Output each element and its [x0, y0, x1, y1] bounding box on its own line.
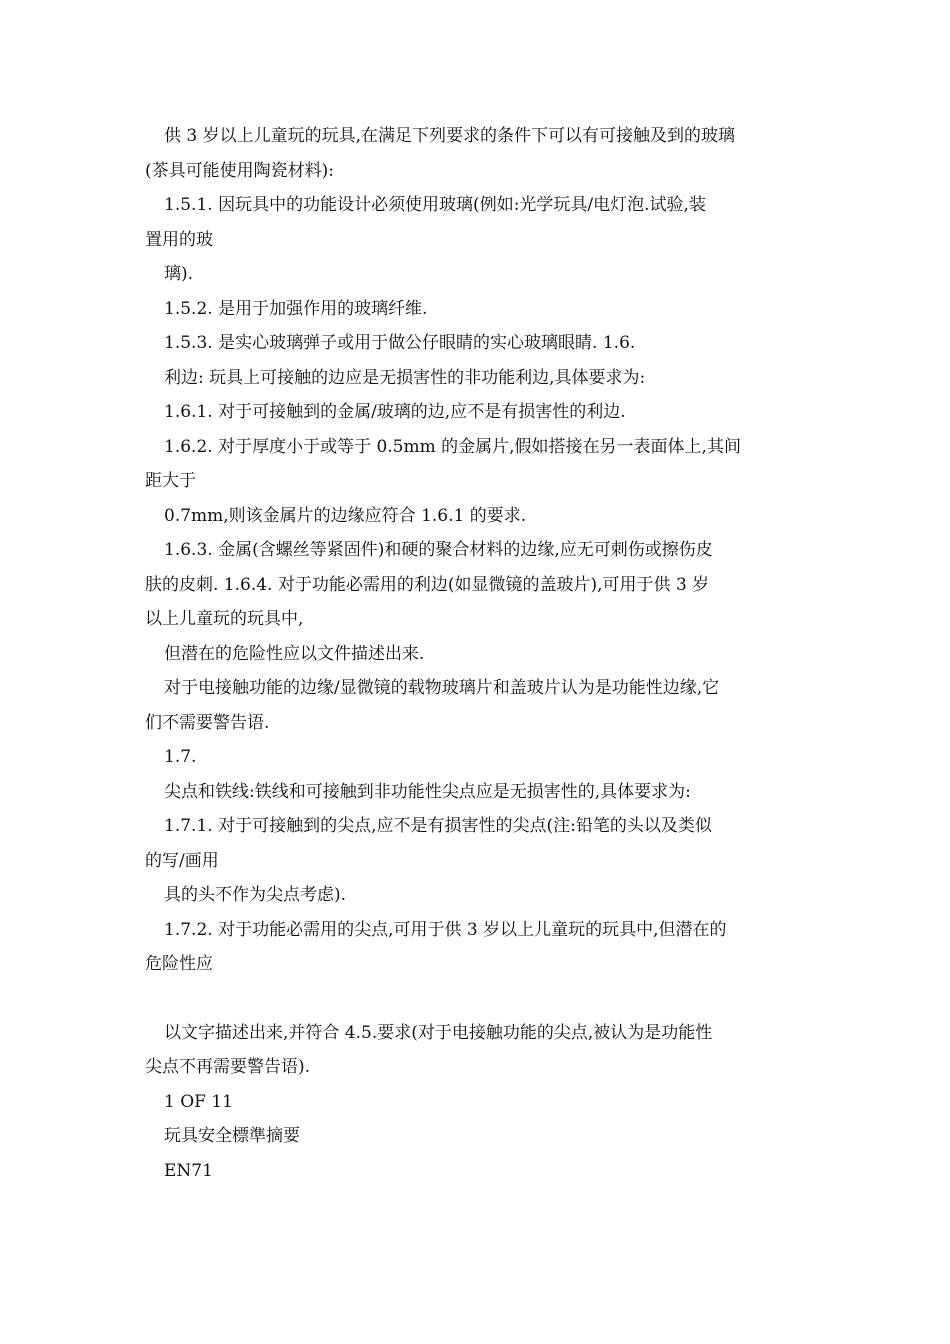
clause-1-7-2-cont: 危险性应	[145, 954, 213, 974]
clause-1-6-4-cont: 以上儿童玩的玩具中,	[145, 609, 304, 629]
clause-1-7-2: 1.7.2. 对于功能必需用的尖点,可用于供 3 岁以上儿童玩的玩具中,但潜在的	[164, 919, 727, 940]
clause-1-6-sharp-edges: 利边: 玩具上可接触的边应是无损害性的非功能利边,具体要求为:	[164, 367, 646, 388]
paragraph-functional-edges-cont: 们不需要警告语.	[145, 712, 270, 733]
clause-1-6-3: 1.6.3. 金属(含螺丝等紧固件)和硬的聚合材料的边缘,应无可刺伤或擦伤皮	[164, 540, 713, 560]
page-number: 1 OF 11	[164, 1091, 233, 1112]
paragraph-glass-intro: 供 3 岁以上儿童玩的玩具,在满足下列要求的条件下可以有可接触及到的玻璃	[164, 126, 736, 146]
clause-1-6-2-cont: 距大于	[145, 471, 196, 491]
clause-1-7-2-end: 以文字描述出来,并符合 4.5.要求(对于电接触功能的尖点,被认为是功能性	[164, 1022, 713, 1043]
clause-1-7-1-cont: 的写/画用	[145, 850, 219, 871]
standard-code: EN71	[164, 1160, 213, 1181]
clause-1-5-1-end: 璃).	[164, 264, 194, 284]
clause-1-6-1: 1.6.1. 对于可接触到的金属/玻璃的边,应不是有损害性的利边.	[164, 402, 626, 422]
clause-1-7-2-final: 尖点不再需要警告语).	[145, 1057, 311, 1077]
clause-1-6-4: 肤的皮刺. 1.6.4. 对于功能必需用的利边(如显微镜的盖玻片),可用于供 3 岁	[145, 574, 710, 595]
clause-1-6-2-end: 0.7mm,则该金属片的边缘应符合 1.6.1 的要求.	[164, 505, 527, 526]
document-title: 玩具安全標準摘要	[164, 1126, 300, 1146]
clause-1-7-sharp-points: 尖点和铁线:铁线和可接触到非功能性尖点应是无损害性的,具体要求为:	[164, 781, 691, 802]
clause-1-5-3: 1.5.3. 是实心玻璃弹子或用于做公仔眼睛的实心玻璃眼睛. 1.6.	[164, 333, 636, 353]
clause-1-6-4-end: 但潜在的危险性应以文件描述出来.	[164, 643, 425, 664]
paragraph-glass-intro-cont: (茶具可能使用陶瓷材料):	[145, 160, 334, 181]
clause-1-5-1-cont: 置用的玻	[145, 229, 213, 250]
paragraph-functional-edges: 对于电接触功能的边缘/显微镜的载物玻璃片和盖玻片认为是功能性边缘,它	[164, 678, 720, 698]
clause-1-5-2: 1.5.2. 是用于加强作用的玻璃纤维.	[164, 298, 428, 319]
clause-1-7-1-end: 具的头不作为尖点考虑).	[164, 885, 347, 905]
clause-1-7-1: 1.7.1. 对于可接触到的尖点,应不是有损害性的尖点(注:铅笔的头以及类似	[164, 816, 712, 836]
clause-1-6-2: 1.6.2. 对于厚度小于或等于 0.5mm 的金属片,假如搭接在另一表面体上,其间	[164, 436, 741, 457]
clause-1-5-1: 1.5.1. 因玩具中的功能设计必须使用玻璃(例如:光学玩具/电灯泡.试验,装	[164, 195, 706, 215]
blank-line	[145, 982, 810, 1016]
document-body	[145, 119, 810, 1188]
section-number-1-7: 1.7.	[164, 747, 197, 767]
